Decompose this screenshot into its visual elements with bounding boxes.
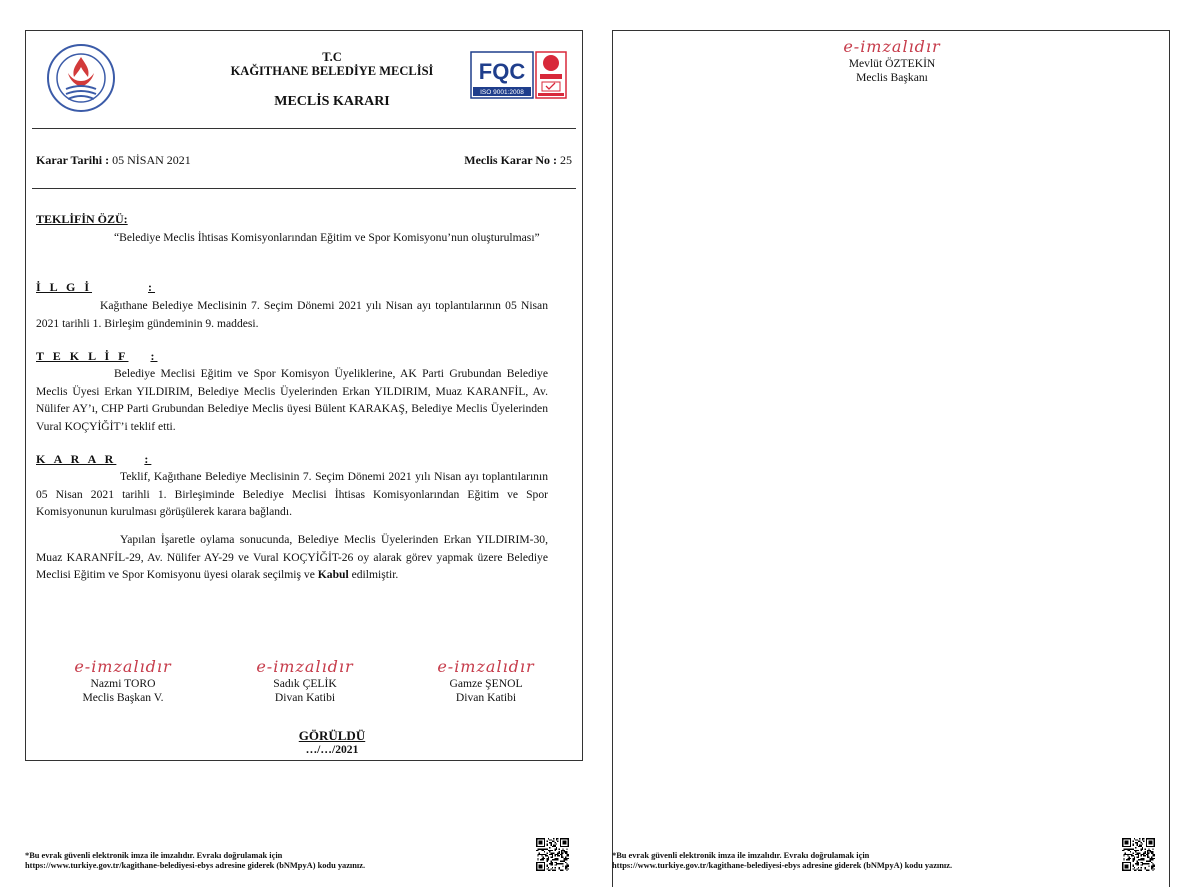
iso-text: ISO 9001:2008 — [480, 89, 524, 96]
karar-kabul: Kabul — [317, 568, 349, 581]
signer-title: Divan Katibi — [455, 691, 517, 704]
fqc-text: FQC — [478, 59, 526, 84]
footer-line-1: *Bu evrak güvenli elektronik imza ile imzalıdır. Evrakı doğrulamak için — [25, 851, 283, 860]
document-title: MECLİS KARARI — [274, 94, 390, 109]
signature-block-chair — [817, 37, 967, 85]
section-title-teklif — [36, 349, 157, 364]
footer-note-2 — [612, 851, 952, 871]
footer-note-1 — [25, 851, 365, 871]
document-page-1 — [25, 30, 583, 761]
signer-title: Meclis Başkanı — [856, 71, 928, 84]
section-text-teklif: Belediye Meclisi Eğitim ve Spor Komisyon Üyeliklerine, AK Parti Grubundan Belediye Meclis Üyesi Erkan YILDIRIM, Belediye Meclis Üyelerinden Erkan YILDIRIM, Muaz KARANFİL, Av. Nülifer AY’ı, CHP Parti Grubundan Belediye Meclis üyesi Bülent KARAKAŞ, Belediye Meclis Üyelerinden Vural KOÇYİĞİT’i teklif etti. — [36, 367, 548, 433]
section-title-teklif-label: T E K L İ F — [36, 349, 129, 363]
decision-date — [36, 153, 191, 168]
section-text-ozu: “Belediye Meclis İhtisas Komisyonlarından Eğitim ve Spor Komisyonu’nun oluşturulması” — [114, 231, 540, 244]
divider — [32, 188, 576, 189]
qr-code-icon — [1122, 838, 1155, 871]
section-title-teklif-colon: : — [150, 349, 158, 363]
seen-label: GÖRÜLDÜ — [298, 728, 366, 743]
section-title-ilgi — [36, 280, 155, 295]
footer-line-2: https://www.turkiye.gov.tr/kagithane-belediyesi-ebys adresine giderek (bNMpyA) kodu yazınız. — [612, 861, 953, 870]
footer-line-1: *Bu evrak güvenli elektronik imza ile imzalıdır. Evrakı doğrulamak için — [612, 851, 870, 860]
karar-text-2-body: Yapılan İşaretle oylama sonucunda, Belediye Meclis Üyelerinden Erkan YILDIRIM-30, Muaz KARANFİL-29, Av. Nülifer AY-29 ve Vural KOÇYİĞİT-26 oy alarak görev yapmak üzere Belediye Meclisi Eğitim ve Spor Komisyonu üyesi olarak seçilmiş ve — [36, 533, 548, 581]
e-signature-stamp: e-imzalıdır — [256, 657, 354, 676]
section-title-karar-label: K A R A R — [36, 452, 117, 466]
signature-block-2 — [230, 657, 380, 705]
section-text-karar-2 — [36, 531, 548, 584]
decision-number-value: 25 — [557, 153, 572, 167]
document-page-2 — [612, 30, 1170, 887]
signature-block-1 — [48, 657, 198, 705]
section-title-ilgi-colon: : — [148, 280, 156, 294]
section-title-ozu: TEKLİFİN ÖZÜ: — [36, 212, 128, 226]
section-title-ilgi-label: İ L G İ — [36, 280, 93, 294]
signer-name: Gamze ŞENOL — [449, 677, 523, 690]
header-tc: T.C — [322, 50, 342, 64]
signer-title: Divan Katibi — [274, 691, 336, 704]
e-signature-stamp: e-imzalıdır — [437, 657, 535, 676]
header-organization: KAĞITHANE BELEDİYE MECLİSİ — [230, 64, 434, 78]
decision-date-label: Karar Tarihi : — [36, 153, 110, 167]
e-signature-stamp: e-imzalıdır — [74, 657, 172, 676]
section-text-karar-1: Teklif, Kağıthane Belediye Meclisinin 7. Seçim Dönemi 2021 yılı Nisan ayı toplantılarının 05 Nisan 2021 tarihli 1. Birleşiminde Belediye Meclisi İhtisas Komisyonlarından Eğitim ve Spor Komisyonunun kurulması görüşülerek karara bağlandı. — [36, 470, 548, 518]
karar-end: edilmiştir. — [351, 568, 399, 581]
decision-number — [464, 153, 572, 168]
e-signature-stamp: e-imzalıdır — [843, 37, 941, 56]
section-text-ilgi: Kağıthane Belediye Meclisinin 7. Seçim Dönemi 2021 yılı Nisan ayı toplantılarının 05 Nisan 2021 tarihli 1. Birleşim gündeminin 9. maddesi. — [36, 299, 548, 330]
fqc-certification-icon — [470, 51, 568, 99]
section-title-karar — [36, 452, 151, 467]
signer-name: Sadık ÇELİK — [273, 677, 337, 690]
footer-line-2: https://www.turkiye.gov.tr/kagithane-belediyesi-ebys adresine giderek (bNMpyA) kodu yazınız. — [25, 861, 366, 870]
signer-title: Meclis Başkan V. — [82, 691, 164, 704]
signer-name: Mevlüt ÖZTEKİN — [848, 57, 936, 70]
qr-code-icon — [536, 838, 569, 871]
section-title-karar-colon: : — [144, 452, 152, 466]
decision-number-label: Meclis Karar No : — [464, 153, 557, 167]
divider — [32, 128, 576, 129]
signer-name: Nazmi TORO — [90, 677, 156, 690]
decision-date-value: 05 NİSAN 2021 — [109, 153, 191, 167]
seen-date: …/…/2021 — [305, 743, 359, 756]
signature-block-3 — [411, 657, 561, 705]
